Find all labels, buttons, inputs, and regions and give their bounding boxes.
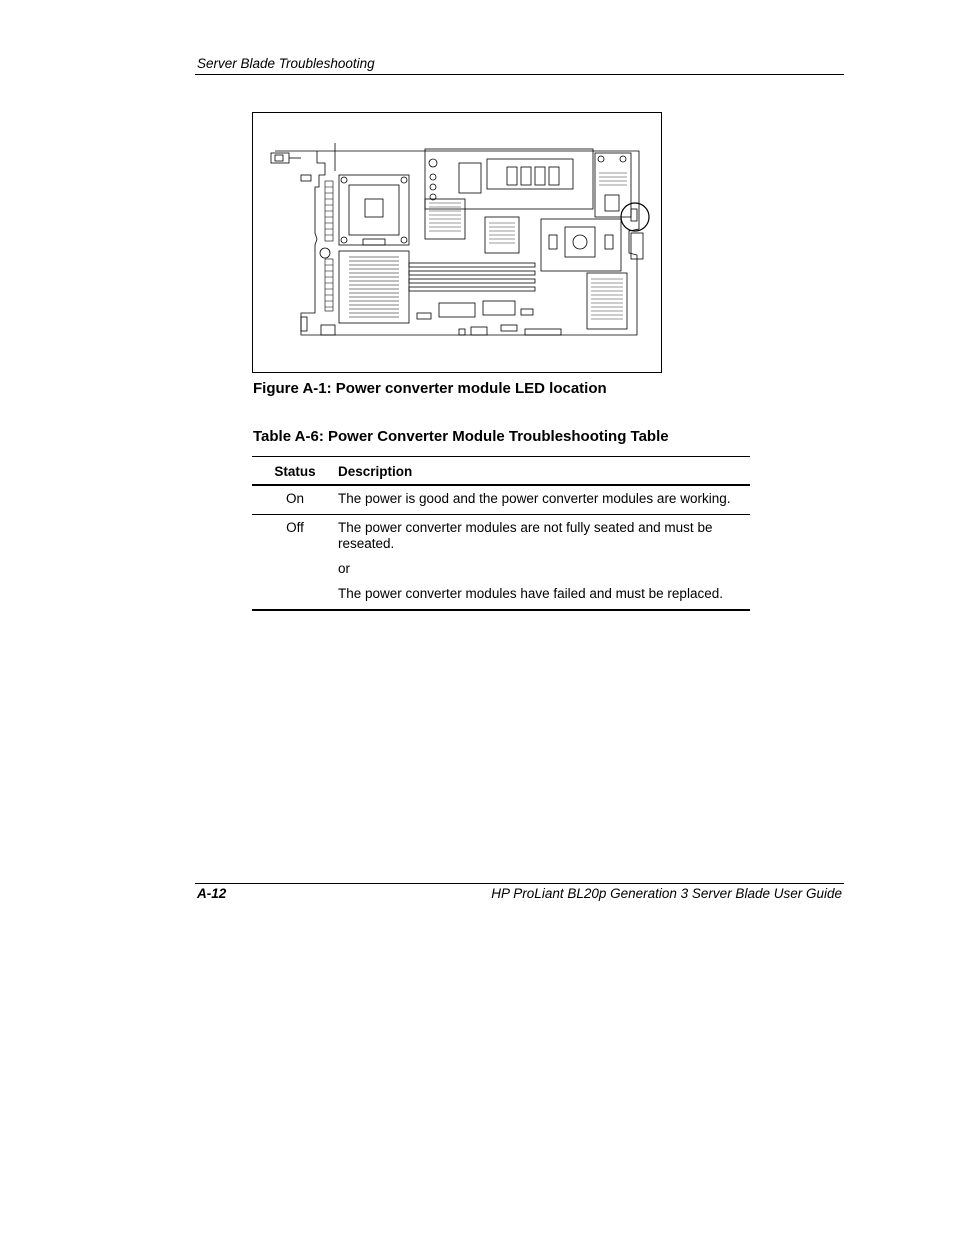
description-text: The power is good and the power converter modules are working. (338, 491, 731, 506)
guide-title: HP ProLiant BL20p Generation 3 Server Blade User Guide (491, 886, 842, 901)
page-number: A-12 (197, 886, 227, 901)
description-cell (338, 515, 750, 611)
description-text: The power converter modules are not fully seated and must be reseated. (338, 520, 713, 551)
table-row (252, 515, 750, 611)
description-text: The power converter modules have failed and must be replaced. (338, 586, 723, 601)
figure-caption: Figure A-1: Power converter module LED location (253, 380, 607, 397)
description-text: or (338, 561, 351, 576)
header-rule (195, 74, 844, 75)
table-header-row (252, 457, 750, 486)
footer-rule (195, 883, 844, 884)
status-cell: On (252, 485, 338, 515)
table-row (252, 485, 750, 515)
column-header-description: Description (338, 457, 750, 486)
column-header-status: Status (252, 457, 338, 486)
description-cell (338, 485, 750, 515)
figure-image (252, 112, 662, 373)
server-blade-board-diagram-icon (253, 113, 663, 374)
table-caption: Table A-6: Power Converter Module Troubleshooting Table (253, 428, 669, 445)
troubleshooting-table (252, 456, 750, 611)
status-cell: Off (252, 515, 338, 611)
running-header: Server Blade Troubleshooting (197, 56, 375, 71)
